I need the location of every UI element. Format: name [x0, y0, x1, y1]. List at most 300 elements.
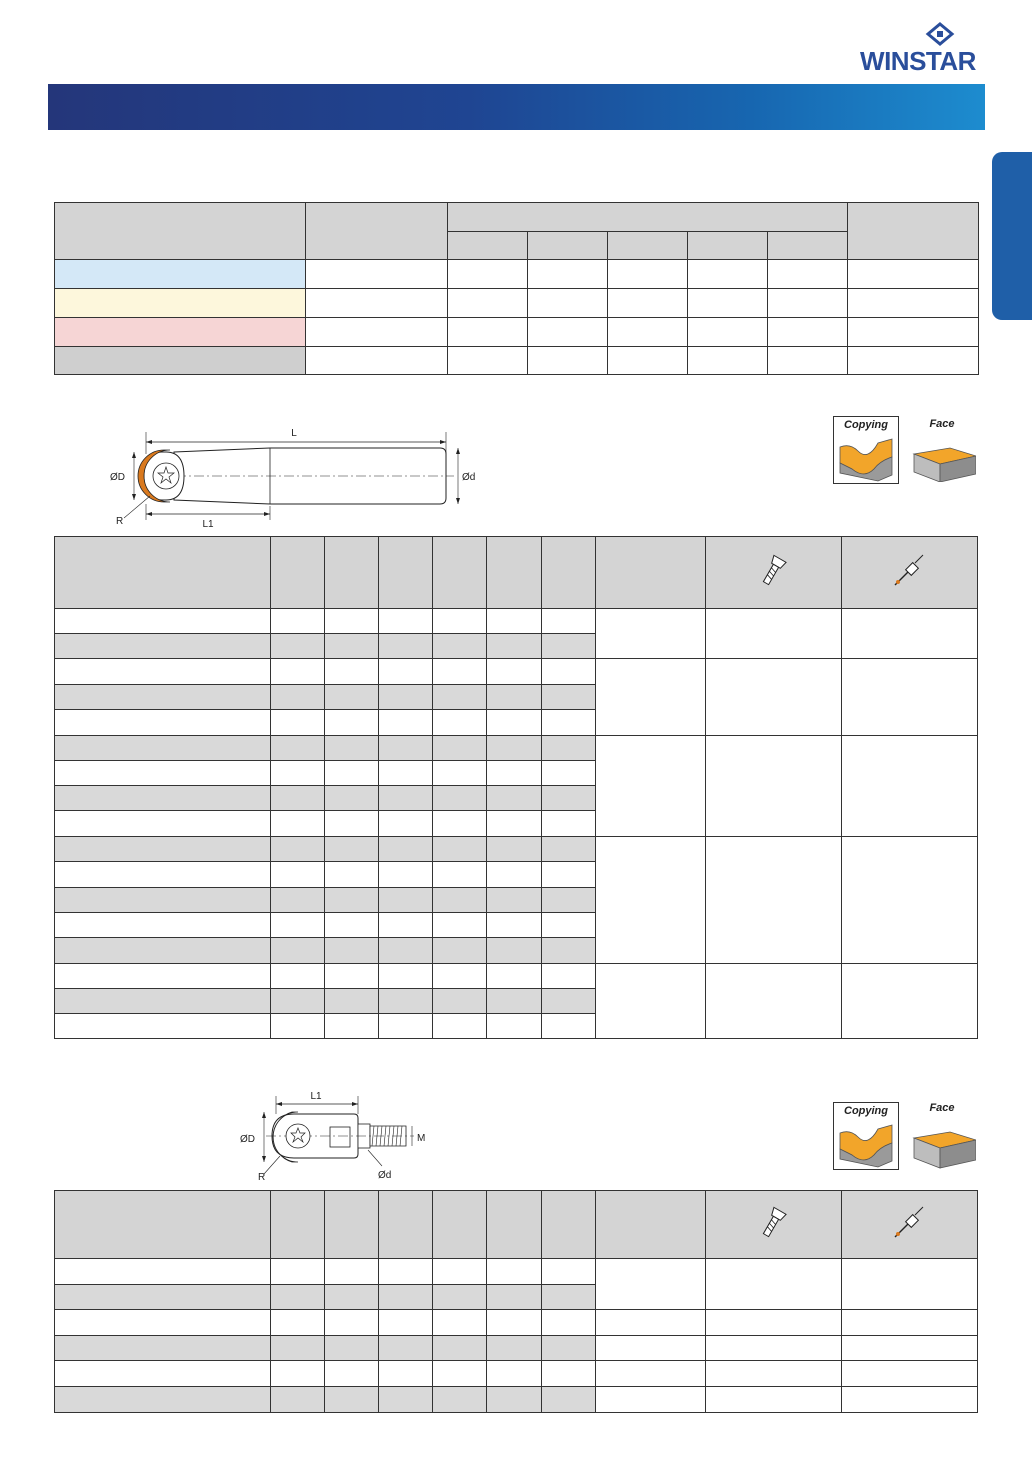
- table-cell: [324, 1285, 378, 1310]
- table-row: [55, 659, 978, 685]
- table-cell: [487, 1259, 541, 1285]
- table-cell: [541, 710, 595, 736]
- table-cell: [55, 888, 271, 913]
- table-cell: [848, 347, 979, 375]
- table-cell: [379, 710, 433, 736]
- material-swatch-pink: [55, 318, 306, 347]
- table-cell: [541, 913, 595, 938]
- table-cell: [270, 1361, 324, 1387]
- table-cell: [379, 1014, 433, 1039]
- table-cell: [324, 1259, 378, 1285]
- table-cell: [324, 964, 378, 989]
- table-cell: [448, 260, 528, 289]
- table-cell: [706, 736, 841, 837]
- table-cell: [324, 710, 378, 736]
- screw-header-cell: [706, 1191, 841, 1259]
- table-row: [55, 1259, 978, 1285]
- table-cell: [324, 1387, 378, 1413]
- table-cell: [595, 736, 705, 837]
- table-cell: [433, 786, 487, 811]
- table-row: [55, 609, 978, 634]
- table-cell: [379, 634, 433, 659]
- table-cell: [841, 837, 978, 964]
- table-cell: [487, 913, 541, 938]
- table-cell: [541, 1285, 595, 1310]
- modular-head-table: [54, 1190, 978, 1413]
- table-cell: [379, 913, 433, 938]
- table-cell: [55, 634, 271, 659]
- table-cell: [487, 1336, 541, 1361]
- table-cell: [433, 634, 487, 659]
- table-row: [55, 1361, 978, 1387]
- table-cell: [595, 1259, 705, 1310]
- table-cell: [841, 659, 978, 736]
- table-cell: [487, 989, 541, 1014]
- table-cell: [379, 1387, 433, 1413]
- table-cell: [306, 289, 448, 318]
- screw-icon: [758, 553, 788, 589]
- modular-header-cell: [541, 1191, 595, 1259]
- table-cell: [848, 318, 979, 347]
- screw-icon: [758, 1205, 788, 1241]
- face-icon: [910, 1100, 976, 1170]
- operation-face-card: [910, 1100, 974, 1166]
- dim2-d-label: Ød: [378, 1170, 392, 1181]
- grade-header-cell: [848, 203, 979, 260]
- table-cell: [487, 761, 541, 786]
- grade-row: [55, 318, 979, 347]
- table-cell: [270, 761, 324, 786]
- dim2-D-label: ØD: [240, 1134, 255, 1145]
- shank-header-cell: [541, 537, 595, 609]
- table-cell: [270, 989, 324, 1014]
- table-cell: [541, 1259, 595, 1285]
- table-cell: [688, 318, 768, 347]
- table-cell: [541, 634, 595, 659]
- table-cell: [270, 1336, 324, 1361]
- table-cell: [55, 964, 271, 989]
- table-cell: [270, 1310, 324, 1336]
- table-cell: [270, 609, 324, 634]
- table-cell: [270, 888, 324, 913]
- table-cell: [595, 609, 705, 659]
- table-cell: [541, 888, 595, 913]
- grade-header-cell: [55, 203, 306, 260]
- table-cell: [55, 1285, 271, 1310]
- operation-copying-card: [833, 1102, 899, 1170]
- table-cell: [270, 811, 324, 837]
- table-cell: [55, 1014, 271, 1039]
- table-cell: [324, 989, 378, 1014]
- table-cell: [324, 736, 378, 761]
- table-row: [55, 1191, 978, 1259]
- table-cell: [324, 634, 378, 659]
- table-cell: [270, 659, 324, 685]
- table-cell: [608, 347, 688, 375]
- table-cell: [487, 888, 541, 913]
- torx-wrench-icon: [889, 553, 929, 589]
- table-cell: [841, 1336, 978, 1361]
- table-cell: [595, 1310, 705, 1336]
- table-cell: [595, 659, 705, 736]
- table-cell: [841, 1387, 978, 1413]
- table-cell: [487, 710, 541, 736]
- table-cell: [841, 1361, 978, 1387]
- table-cell: [55, 837, 271, 862]
- table-cell: [55, 938, 271, 964]
- modular-header-cell: [270, 1191, 324, 1259]
- table-cell: [379, 659, 433, 685]
- table-cell: [433, 862, 487, 888]
- table-cell: [433, 710, 487, 736]
- shank-header-cell: [270, 537, 324, 609]
- table-cell: [841, 736, 978, 837]
- table-cell: [541, 964, 595, 989]
- table-cell: [768, 260, 848, 289]
- table-cell: [306, 260, 448, 289]
- table-cell: [433, 1259, 487, 1285]
- table-cell: [379, 736, 433, 761]
- material-swatch-blue: [55, 260, 306, 289]
- table-cell: [487, 1014, 541, 1039]
- table-cell: [270, 1259, 324, 1285]
- table-cell: [433, 938, 487, 964]
- table-cell: [448, 289, 528, 318]
- table-cell: [487, 634, 541, 659]
- table-cell: [270, 862, 324, 888]
- dim-d-label: Ød: [462, 472, 476, 483]
- table-cell: [487, 1310, 541, 1336]
- table-cell: [379, 1336, 433, 1361]
- table-cell: [541, 786, 595, 811]
- table-cell: [841, 1310, 978, 1336]
- table-cell: [541, 989, 595, 1014]
- table-cell: [848, 289, 979, 318]
- table-cell: [55, 736, 271, 761]
- table-cell: [324, 811, 378, 837]
- table-cell: [324, 761, 378, 786]
- table-cell: [433, 1310, 487, 1336]
- table-cell: [541, 659, 595, 685]
- modular-header-cell: [324, 1191, 378, 1259]
- table-cell: [379, 862, 433, 888]
- table-cell: [541, 837, 595, 862]
- table-cell: [688, 260, 768, 289]
- table-cell: [324, 659, 378, 685]
- table-cell: [706, 659, 841, 736]
- table-cell: [433, 1361, 487, 1387]
- table-cell: [706, 837, 841, 964]
- dim-L1-label: L1: [202, 519, 214, 530]
- table-cell: [55, 1387, 271, 1413]
- table-cell: [595, 1387, 705, 1413]
- table-cell: [541, 1361, 595, 1387]
- shank-header-cell: [595, 537, 705, 609]
- table-cell: [487, 609, 541, 634]
- title-bar: [48, 84, 985, 130]
- table-cell: [55, 1361, 271, 1387]
- table-cell: [841, 609, 978, 659]
- table-cell: [433, 989, 487, 1014]
- table-cell: [270, 1285, 324, 1310]
- table-cell: [324, 1361, 378, 1387]
- shank-header-cell: [379, 537, 433, 609]
- table-cell: [706, 964, 841, 1039]
- table-cell: [55, 609, 271, 634]
- grade-row: [55, 347, 979, 375]
- table-cell: [608, 260, 688, 289]
- table-cell: [433, 964, 487, 989]
- table-cell: [433, 811, 487, 837]
- table-cell: [379, 1285, 433, 1310]
- table-cell: [541, 736, 595, 761]
- table-cell: [541, 938, 595, 964]
- dim2-M-label: M: [417, 1133, 426, 1144]
- table-cell: [270, 837, 324, 862]
- shank-header-cell: [324, 537, 378, 609]
- table-cell: [848, 260, 979, 289]
- table-cell: [433, 761, 487, 786]
- grade-row: [55, 289, 979, 318]
- torx-wrench-icon: [889, 1205, 929, 1241]
- table-cell: [379, 761, 433, 786]
- table-cell: [595, 964, 705, 1039]
- face-icon: [910, 416, 976, 482]
- operation-copying-label: Copying: [844, 419, 888, 431]
- table-cell: [379, 685, 433, 710]
- table-cell: [270, 685, 324, 710]
- dim2-L1-label: L1: [310, 1091, 322, 1102]
- table-row: [55, 1336, 978, 1361]
- table-cell: [270, 913, 324, 938]
- brand-logo: [848, 22, 988, 74]
- table-cell: [379, 609, 433, 634]
- table-cell: [433, 1014, 487, 1039]
- table-cell: [487, 786, 541, 811]
- table-cell: [324, 1336, 378, 1361]
- table-cell: [324, 938, 378, 964]
- table-cell: [379, 989, 433, 1014]
- table-cell: [55, 1336, 271, 1361]
- table-cell: [768, 289, 848, 318]
- table-cell: [487, 862, 541, 888]
- material-swatch-yellow: [55, 289, 306, 318]
- table-cell: [379, 964, 433, 989]
- table-cell: [706, 1387, 841, 1413]
- table-cell: [55, 913, 271, 938]
- grade-header-cell: [448, 203, 848, 232]
- table-cell: [379, 1310, 433, 1336]
- table-cell: [487, 938, 541, 964]
- table-cell: [595, 1361, 705, 1387]
- table-cell: [433, 837, 487, 862]
- table-cell: [541, 685, 595, 710]
- table-cell: [541, 1310, 595, 1336]
- table-cell: [595, 1336, 705, 1361]
- table-cell: [55, 685, 271, 710]
- holder-drawing-modular: [236, 1086, 436, 1182]
- table-cell: [55, 811, 271, 837]
- table-cell: [528, 347, 608, 375]
- table-cell: [528, 260, 608, 289]
- table-cell: [55, 761, 271, 786]
- table-cell: [433, 913, 487, 938]
- table-cell: [528, 318, 608, 347]
- table-cell: [379, 938, 433, 964]
- copying-icon: [834, 417, 898, 483]
- table-cell: [55, 659, 271, 685]
- side-tab[interactable]: [992, 152, 1032, 320]
- table-cell: [448, 347, 528, 375]
- table-cell: [487, 1285, 541, 1310]
- table-cell: [528, 289, 608, 318]
- table-cell: [487, 1361, 541, 1387]
- table-cell: [379, 811, 433, 837]
- table-cell: [841, 964, 978, 1039]
- table-cell: [433, 888, 487, 913]
- table-cell: [324, 1310, 378, 1336]
- table-cell: [688, 289, 768, 318]
- grade-subheader-cell: [528, 232, 608, 260]
- table-row: [55, 736, 978, 761]
- table-cell: [706, 1259, 841, 1310]
- table-cell: [433, 736, 487, 761]
- holder-drawing-shank: [104, 420, 484, 532]
- table-cell: [55, 1259, 271, 1285]
- modular-header-cell: [379, 1191, 433, 1259]
- screw-header-cell: [706, 537, 841, 609]
- table-row: [55, 1387, 978, 1413]
- table-cell: [270, 1387, 324, 1413]
- table-cell: [55, 786, 271, 811]
- table-cell: [379, 888, 433, 913]
- table-cell: [379, 837, 433, 862]
- dim-L-label: L: [291, 428, 297, 439]
- table-cell: [541, 1014, 595, 1039]
- table-cell: [379, 1361, 433, 1387]
- grade-subheader-cell: [688, 232, 768, 260]
- table-cell: [768, 347, 848, 375]
- operation-face-label: Face: [929, 1102, 955, 1114]
- table-cell: [324, 837, 378, 862]
- table-cell: [55, 710, 271, 736]
- shank-header-cell: [55, 537, 271, 609]
- brand-name: WINSTAR: [860, 46, 976, 76]
- table-cell: [270, 710, 324, 736]
- table-row: [55, 1310, 978, 1336]
- table-cell: [55, 1310, 271, 1336]
- modular-header-cell: [487, 1191, 541, 1259]
- modular-header-cell: [433, 1191, 487, 1259]
- table-cell: [541, 609, 595, 634]
- grade-row: [55, 260, 979, 289]
- table-cell: [433, 1285, 487, 1310]
- table-row: [55, 837, 978, 862]
- grade-header-cell: [306, 203, 448, 260]
- grade-subheader-cell: [448, 232, 528, 260]
- copying-icon: [834, 1103, 898, 1169]
- table-cell: [448, 318, 528, 347]
- table-cell: [487, 1387, 541, 1413]
- dim-R-label: R: [116, 516, 124, 527]
- table-cell: [706, 1310, 841, 1336]
- grade-subheader-cell: [768, 232, 848, 260]
- table-cell: [324, 685, 378, 710]
- table-cell: [688, 347, 768, 375]
- table-cell: [55, 989, 271, 1014]
- wrench-header-cell: [841, 537, 978, 609]
- operation-copying-label: Copying: [844, 1105, 888, 1117]
- table-cell: [324, 888, 378, 913]
- table-cell: [595, 837, 705, 964]
- modular-header-cell: [55, 1191, 271, 1259]
- logo-diamond-icon: [848, 22, 988, 48]
- shank-header-cell: [433, 537, 487, 609]
- table-cell: [487, 736, 541, 761]
- table-cell: [608, 289, 688, 318]
- operation-copying-card: [833, 416, 899, 484]
- table-cell: [487, 811, 541, 837]
- table-cell: [706, 1361, 841, 1387]
- shank-header-cell: [487, 537, 541, 609]
- table-cell: [541, 1387, 595, 1413]
- operation-face-label: Face: [929, 418, 955, 430]
- table-cell: [541, 862, 595, 888]
- table-cell: [379, 1259, 433, 1285]
- wrench-header-cell: [841, 1191, 978, 1259]
- dim2-R-label: R: [258, 1172, 266, 1182]
- table-cell: [433, 1387, 487, 1413]
- operation-face-card: [910, 416, 974, 482]
- table-cell: [270, 964, 324, 989]
- modular-header-cell: [595, 1191, 705, 1259]
- table-cell: [270, 938, 324, 964]
- table-cell: [324, 862, 378, 888]
- table-cell: [541, 761, 595, 786]
- grade-subheader-cell: [608, 232, 688, 260]
- table-cell: [608, 318, 688, 347]
- table-row: [55, 203, 979, 232]
- material-swatch-grey: [55, 347, 306, 375]
- table-cell: [324, 913, 378, 938]
- shank-holder-table: [54, 536, 978, 1039]
- table-cell: [270, 736, 324, 761]
- table-row: [55, 964, 978, 989]
- table-cell: [541, 811, 595, 837]
- table-cell: [541, 1336, 595, 1361]
- table-cell: [433, 1336, 487, 1361]
- table-cell: [324, 609, 378, 634]
- table-row: [55, 537, 978, 609]
- table-cell: [306, 347, 448, 375]
- table-cell: [487, 964, 541, 989]
- grade-table: [54, 202, 979, 375]
- table-cell: [379, 786, 433, 811]
- table-cell: [487, 685, 541, 710]
- table-cell: [270, 786, 324, 811]
- table-cell: [768, 318, 848, 347]
- table-cell: [841, 1259, 978, 1310]
- table-cell: [324, 786, 378, 811]
- table-cell: [487, 659, 541, 685]
- table-cell: [433, 685, 487, 710]
- table-cell: [270, 634, 324, 659]
- table-cell: [324, 1014, 378, 1039]
- table-cell: [270, 1014, 324, 1039]
- table-cell: [55, 862, 271, 888]
- table-cell: [706, 609, 841, 659]
- table-cell: [706, 1336, 841, 1361]
